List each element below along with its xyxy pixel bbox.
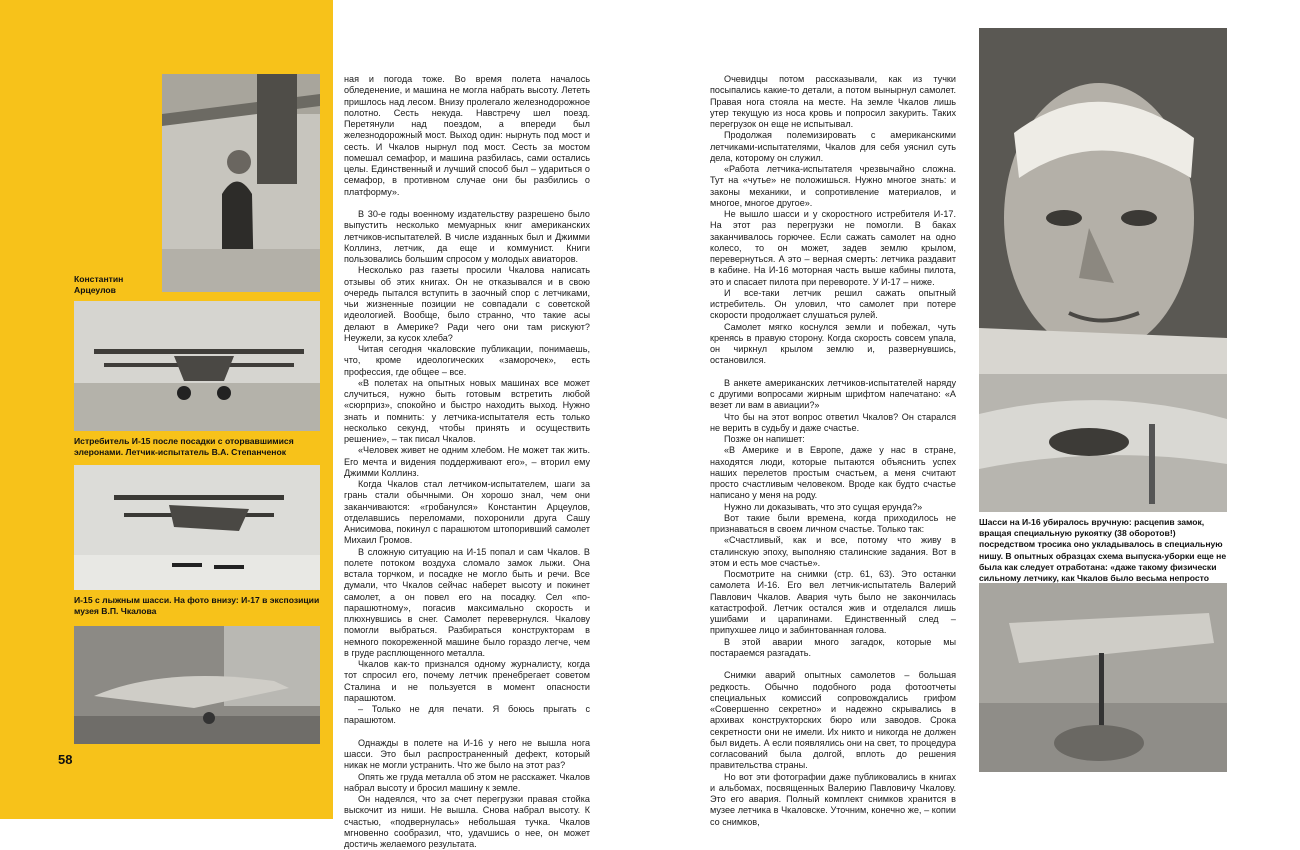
paragraph: Когда Чкалов стал летчиком-испытателем, шаги за грань стали обычными. Он хорошо знал, чем они заканчиваются: «гробанулся» Константин Арцеулов, отделавшись переломами, похоронили друга Сашу Анисимова, покинул с парашютом штопоривший самолет Михаил Громов. <box>344 479 590 546</box>
paragraph: Позже он напишет: <box>724 434 805 444</box>
paragraph: – Только не для печати. Я боюсь прыгать с парашютом. <box>344 704 590 726</box>
photo-i16-gear <box>979 374 1227 512</box>
photo-arcteulov <box>162 74 320 292</box>
paragraph: Но вот эти фотографии даже публиковались в книгах и альбомах, посвященных Валерию Павловичу Чкалову. Это его авария. Полный комплект снимков хранится в музее летчика в Чкаловске. Уточним, конечно же, – копии со снимков, <box>710 771 956 827</box>
paragraph: Несколько раз газеты просили Чкалова написать отзывы об этих книгах. Он не отказывался и в свою очередь пытался вступить в заочный спор с летчиками, чьи жизненные позиции не совпадали с советской идеологией. Вообще, было странно, что такие асы делают в Америке? Ради чего они там рискуют? Неужели, за кусок хлеба? <box>344 265 590 343</box>
paragraph: Снимки аварий опытных самолетов – большая редкость. Обычно подобного рода фотоотчеты специальных комиссий сопровождались грифом «Совершенно секретно» и надежно скрывались в архивах конструкторских бюро или заводов. Срока секретности они не имели. Их никто и никогда не должен был видеть. А если появлялись они на свет, то процедура согласований была долгой, вплоть до решения правительства страны. <box>710 670 956 771</box>
paragraph: Продолжая полемизировать с американскими летчиками-испытателями, Чкалов для себя уяснил суть дела, которому он служил. <box>710 130 956 163</box>
photo-i15-landing <box>74 301 320 431</box>
photo-chkalov-portrait <box>979 28 1227 385</box>
caption-arcteulov: Константин Арцеулов <box>74 274 124 296</box>
caption-i16-gear: Шасси на И-16 убиралось вручную: расцепив замок, вращая специальную рукоятку (38 оборотов!) посредством тросика оно укладывалось в специальную нишу. В опытных образцах схема выпуска-уборки еще не была как следует отработана: «даже такому физически сильному летчику, как Чкалов было весьма непросто <box>979 517 1227 584</box>
paragraph: Однажды в полете на И-16 у него не вышла нога шасси. Это был распространенный дефект, который никак не могли устранить. Что же было на этот раз? <box>344 737 590 771</box>
paragraph: В 30-е годы военному издательству разрешено было выпустить несколько мемуарных книг американских летчиков-испытателей. В числе изданных был и Джимми Коллинз, летчик, да еще и коммунист. Книги пользовались большим спросом у молодых авиаторов. <box>344 209 590 264</box>
paragraph: Что бы на этот вопрос ответил Чкалов? Он старался не верить в судьбу и даже счастье. <box>710 411 956 433</box>
caption-i15-ailerons: Истребитель И-15 после посадки с оторвавшимися элеронами. Летчик-испытатель В.А. Степанченок <box>74 436 294 458</box>
page-number: 58 <box>58 752 73 767</box>
paragraph: Самолет мягко коснулся земли и побежал, чуть кренясь в правую сторону. Когда скорость совсем упала, он чиркнул крылом землю и, развернувшись, остановился. <box>710 321 956 366</box>
paragraph: Чкалов как-то признался одному журналисту, когда тот спросил его, почему летчик пренебрегает советом Сталина и не пользуется в момент опасности парашютом. <box>344 659 590 703</box>
caption-i15-skis: И-15 с лыжным шасси. На фото внизу: И-17 в экспозиции музея В.П. Чкалова <box>74 595 320 617</box>
paragraph: «Человек живет не одним хлебом. Не может так жить. Его мечта и видения поддерживают его», – вторил ему Джимми Коллинз. <box>344 445 590 478</box>
photo-i15-skis <box>74 465 320 590</box>
text-column-1 <box>344 74 590 850</box>
paragraph: Нужно ли доказывать, что это сущая ерунда?» <box>724 501 923 512</box>
photo-i16-wreck <box>979 583 1227 772</box>
paragraph: И все-таки летчик решил сажать опытный истребитель. Он уловил, что самолет при потере скорости продолжает слушаться рулей. <box>710 287 956 321</box>
paragraph: Посмотрите на снимки (стр. 61, 63). Это останки самолета И-16. Его вел летчик-испытатель Валерий Павлович Чкалов. Авария чуть было не закончилась катастрофой. Летчик остался жив и отделался лишь ушибами и царапинами. Единственный след – припухшее лицо и забинтованная голова. <box>710 569 956 636</box>
paragraph: «Счастливый, как и все, потому что живу в сталинскую эпоху, выполняю сталинские задания. Вот в этом и есть мое счастье». <box>710 535 956 568</box>
paragraph: Очевидцы потом рассказывали, как из тучки посыпались какие-то детали, а потом вынырнул самолет. Правая нога стояла на месте. На земле Чкалов лишь утер текущую из носа кровь и попросил закурить. Таких перегрузок он еще не испытывал. <box>710 74 956 129</box>
paragraph: Вот такие были времена, когда приходилось не признаваться в своем личном счастье. Только так: <box>710 512 956 534</box>
paragraph: «В полетах на опытных новых машинах все может случиться, нужно быть готовым встретить любой «сюрприз», спокойно и быстро находить выход. Нужно знать и помнить: у летчика-испытателя есть только несколько секунд, чтобы принять и осуществить решение», – так писал Чкалов. <box>344 377 590 444</box>
paragraph: Читая сегодня чкаловские публикации, понимаешь, что, кроме идеологических «заморочек», есть профессия, где общее – все. <box>344 344 590 377</box>
paragraph: В анкете американских летчиков-испытателей наряду с другими вопросами жирным шрифтом напечатано: «А везет ли вам в авиации?» <box>710 377 956 411</box>
paragraph: В сложную ситуацию на И-15 попал и сам Чкалов. В полете потоком воздуха сломало замок лыжи. Она встала торчком, и посадке не могло быть и речи. Все думали, что Чкалов сейчас наберет высоту и покинет самолет, а он повел его на посадку. Сел «по-парашютному», погасив максимально скорость и плюхнувшись в снег. Самолет перевернулся. Чкалову помогли выбраться. Разбираться конструкторам в немного покореженной машине было гораздо легче, чем в груде расплющенного металла. <box>344 546 590 658</box>
paragraph: «Работа летчика-испытателя чрезвычайно сложна. Тут на «чутье» не положишься. Нужно многое знать: и законы механики, и сопротивление материалов, и многое, многое другое». <box>710 164 956 208</box>
photo-i17-museum <box>74 626 320 744</box>
paragraph: Опять же груда металла об этом не расскажет. Чкалов набрал высоту и бросил машину к земле. <box>344 771 590 793</box>
paragraph: ная и погода тоже. Во время полета началось обледенение, и машина не могла набрать высоту. Лететь пришлось над лесом. Внизу пролегало железнодорожное полотно. Сесть некуда. Навстречу шел поезд. Перетянули над поездом, а впереди был железнодорожный мост. Выход один: нырнуть под мост и сесть. И Чкалов нырнул под мост. Сесть за мостом помешал семафор, и машина разбилась, сами остались целы. Единственный и лучший способ был – удариться о семафор, в противном случае они бы разбились о платформу». <box>344 74 590 197</box>
paragraph: В этой аварии много загадок, которые мы постараемся разгадать. <box>710 636 956 658</box>
text-column-2 <box>710 74 956 828</box>
paragraph: Не вышло шасси и у скоростного истребителя И-17. На этот раз перегрузки не помогли. В баках заканчивалось горючее. Если сажать самолет на одно колесо, то он может, задев землю крылом, перевернуться. А это – верная смерть: летчика раздавит в кабине. На И-16 моторная часть выше кабины пилота, это и спасает пилота при перевороте. У И-17 – ниже. <box>710 209 956 287</box>
paragraph: «В Америке и в Европе, даже у нас в стране, находятся люди, которые пытаются объяснить успех наших перелетов простым счастьем, а меня считают просто счастливым человеком. Вроде как будто счастье написано у меня на роду. <box>710 445 956 501</box>
paragraph: Он надеялся, что за счет перегрузки правая стойка выскочит из ниши. Не вышла. Снова набрал высоту. К счастью, «подвернулась» небольшая тучка. Чкалов мгновенно сообразил, что, удаvшись о нее, он может достичь желаемого результата. <box>344 794 590 849</box>
